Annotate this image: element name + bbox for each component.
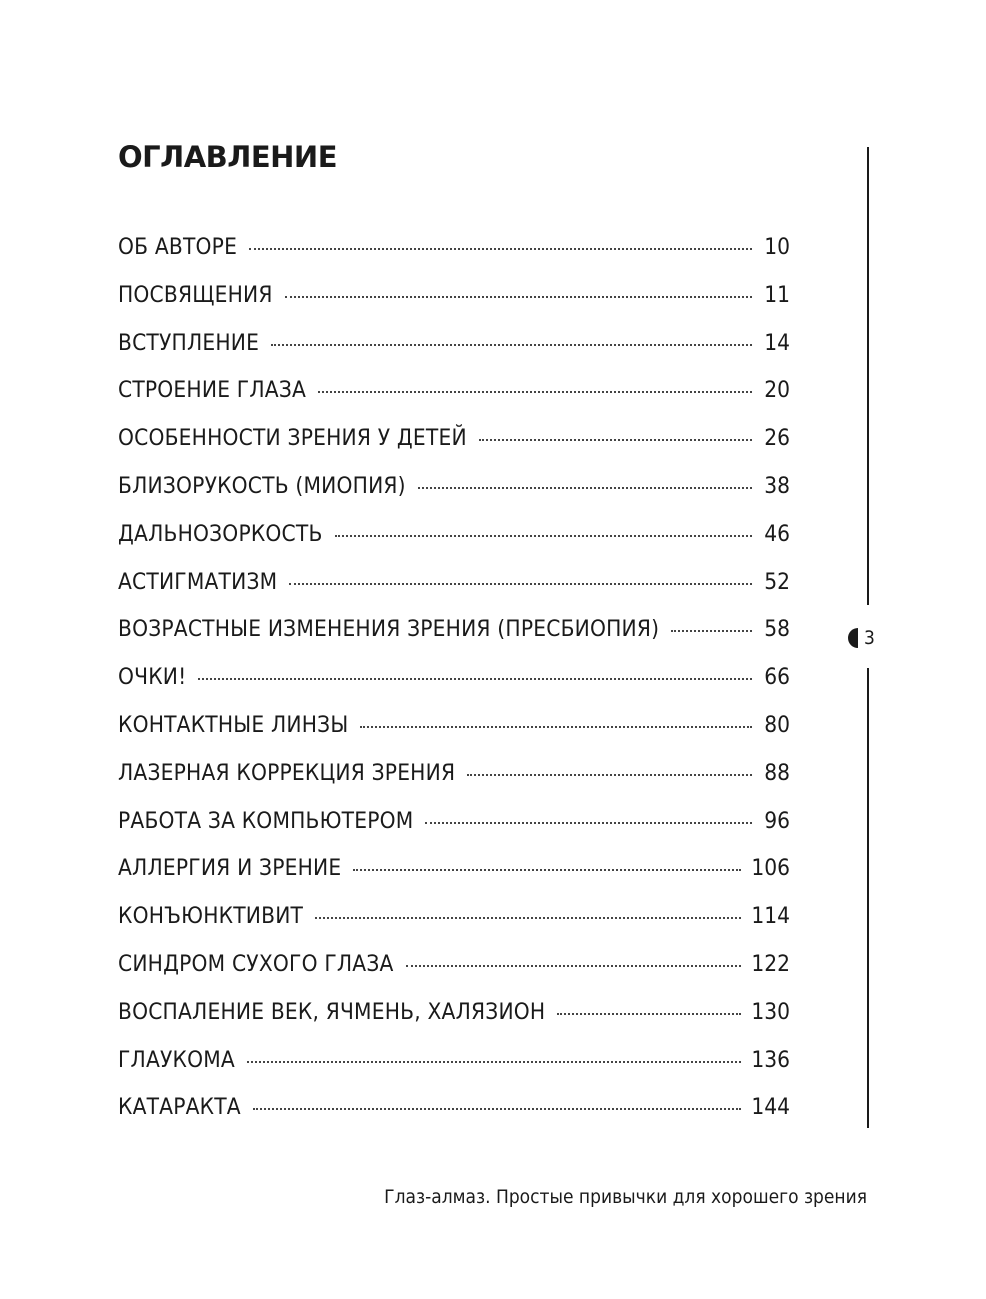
- running-footer: Глаз-алмаз. Простые привычки для хорошего зрения: [384, 1186, 867, 1208]
- toc-entry-page: 38: [764, 472, 790, 499]
- toc-leader-dots: [335, 535, 752, 537]
- half-circle-icon: [848, 628, 858, 648]
- toc-entry-page: 20: [764, 377, 790, 404]
- table-of-contents: [118, 234, 790, 1142]
- toc-entry-label: КОНТАКТНЫЕ ЛИНЗЫ: [118, 711, 349, 738]
- toc-entry-label: АСТИГМАТИЗМ: [118, 568, 278, 595]
- toc-entry-label: КАТАРАКТА: [118, 1094, 241, 1121]
- toc-entry-label: БЛИЗОРУКОСТЬ (МИОПИЯ): [118, 472, 406, 499]
- toc-entry[interactable]: [118, 1047, 790, 1095]
- toc-entry-page: 144: [751, 1094, 790, 1121]
- toc-entry-label: СТРОЕНИЕ ГЛАЗА: [118, 377, 307, 404]
- toc-leader-dots: [253, 1108, 742, 1110]
- page-number: 3: [864, 627, 875, 649]
- toc-entry-label: ПОСВЯЩЕНИЯ: [118, 281, 273, 308]
- page-title: ОГЛАВЛЕНИЕ: [118, 140, 338, 174]
- margin-rule-top: [867, 147, 869, 605]
- toc-entry[interactable]: [118, 903, 790, 951]
- toc-entry-page: 10: [764, 234, 790, 260]
- toc-leader-dots: [479, 439, 752, 441]
- toc-entry-page: 58: [764, 616, 790, 643]
- toc-entry[interactable]: [118, 521, 790, 569]
- margin-rule-bottom: [867, 668, 869, 1128]
- toc-leader-dots: [247, 1061, 741, 1063]
- toc-entry-page: 46: [764, 520, 790, 547]
- toc-entry-label: СИНДРОМ СУХОГО ГЛАЗА: [118, 950, 394, 977]
- toc-entry[interactable]: [118, 1094, 790, 1142]
- toc-entry-label: ВОЗРАСТНЫЕ ИЗМЕНЕНИЯ ЗРЕНИЯ (ПРЕСБИОПИЯ): [118, 616, 660, 643]
- toc-entry[interactable]: [118, 760, 790, 808]
- toc-leader-dots: [285, 296, 752, 298]
- toc-leader-dots: [315, 917, 741, 919]
- toc-leader-dots: [271, 344, 752, 346]
- toc-leader-dots: [318, 391, 752, 393]
- toc-leader-dots: [557, 1013, 741, 1015]
- toc-entry-page: 11: [764, 281, 790, 308]
- toc-entry-label: ОБ АВТОРЕ: [118, 234, 238, 260]
- toc-entry-label: ЛАЗЕРНАЯ КОРРЕКЦИЯ ЗРЕНИЯ: [118, 759, 456, 786]
- toc-entry-label: ДАЛЬНОЗОРКОСТЬ: [118, 520, 323, 547]
- toc-entry[interactable]: [118, 234, 790, 282]
- toc-leader-dots: [249, 248, 752, 250]
- toc-entry-label: ГЛАУКОМА: [118, 1046, 235, 1073]
- page-number-marker: [848, 627, 875, 649]
- toc-leader-dots: [425, 822, 752, 824]
- toc-entry-label: АЛЛЕРГИЯ И ЗРЕНИЕ: [118, 855, 342, 882]
- toc-leader-dots: [360, 726, 752, 728]
- toc-entry-page: 106: [751, 855, 790, 882]
- toc-entry-label: РАБОТА ЗА КОМПЬЮТЕРОМ: [118, 807, 414, 834]
- toc-entry[interactable]: [118, 425, 790, 473]
- toc-entry[interactable]: [118, 330, 790, 378]
- toc-entry-label: КОНЪЮНКТИВИТ: [118, 903, 304, 930]
- toc-entry-page: 114: [751, 903, 790, 930]
- toc-entry-page: 122: [751, 950, 790, 977]
- toc-entry[interactable]: [118, 712, 790, 760]
- toc-entry[interactable]: [118, 377, 790, 425]
- toc-leader-dots: [198, 678, 752, 680]
- toc-entry[interactable]: [118, 664, 790, 712]
- toc-leader-dots: [467, 774, 752, 776]
- toc-entry-label: ОСОБЕННОСТИ ЗРЕНИЯ У ДЕТЕЙ: [118, 425, 467, 452]
- toc-leader-dots: [418, 487, 752, 489]
- toc-leader-dots: [671, 630, 752, 632]
- toc-entry[interactable]: [118, 569, 790, 617]
- toc-entry[interactable]: [118, 855, 790, 903]
- toc-entry-page: 88: [764, 759, 790, 786]
- toc-entry-page: 130: [751, 998, 790, 1025]
- toc-entry-label: ВОСПАЛЕНИЕ ВЕК, ЯЧМЕНЬ, ХАЛЯЗИОН: [118, 998, 546, 1025]
- toc-entry-page: 96: [764, 807, 790, 834]
- toc-entry-page: 66: [764, 664, 790, 691]
- toc-leader-dots: [289, 583, 752, 585]
- toc-entry[interactable]: [118, 999, 790, 1047]
- toc-entry[interactable]: [118, 616, 790, 664]
- toc-entry-label: ВСТУПЛЕНИЕ: [118, 329, 260, 356]
- toc-entry-page: 26: [764, 425, 790, 452]
- toc-entry[interactable]: [118, 951, 790, 999]
- toc-entry[interactable]: [118, 282, 790, 330]
- toc-leader-dots: [353, 869, 741, 871]
- toc-entry-page: 14: [764, 329, 790, 356]
- toc-entry[interactable]: [118, 808, 790, 856]
- toc-entry-page: 80: [764, 711, 790, 738]
- toc-entry-page: 52: [764, 568, 790, 595]
- toc-leader-dots: [406, 965, 742, 967]
- toc-entry-label: ОЧКИ!: [118, 664, 187, 691]
- toc-entry[interactable]: [118, 473, 790, 521]
- toc-entry-page: 136: [751, 1046, 790, 1073]
